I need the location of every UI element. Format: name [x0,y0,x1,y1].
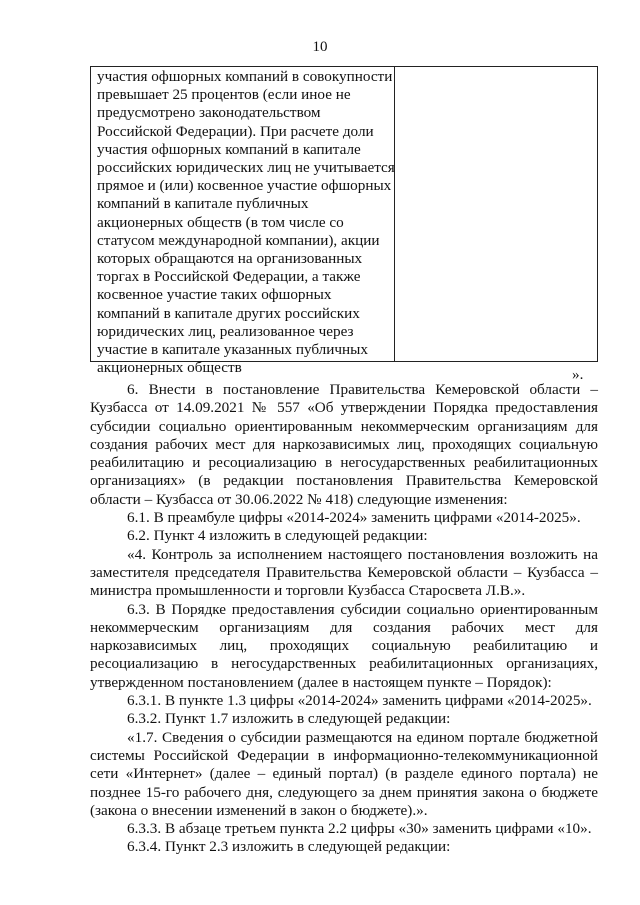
paragraph-line: системы Российской Федерации в информационно-телекоммуникационной [90,746,598,764]
table-cell-line: акционерных обществ [97,359,242,377]
paragraph-line: ресоциализацию в негосударственных реабилитационных организациях, [90,655,598,673]
table-cell-line: участия офшорных компаний в совокупности [97,68,393,85]
page-number: 10 [312,39,328,55]
paragraph [90,729,598,820]
document-body [90,381,598,857]
paragraph-line: 6.3.4. Пункт 2.3 изложить в следующей редакции: [127,838,451,856]
table-cell-line: прямое и (или) косвенное участие офшорных [97,177,392,195]
paragraph-line: сети «Интернет» (далее – единый портал) (в разделе единого портала) не [90,765,598,783]
paragraph-line: создания рабочих мест для наркозависимых лиц, проходящих социальную [90,435,598,453]
paragraph-line: 6.1. В преамбуле цифры «2014-2024» заменить цифрами «2014-2025». [127,509,581,527]
paragraph-line: 6.3.3. В абзаце третьем пункта 2.2 цифры «30» заменить цифрами «10». [127,820,592,838]
table-cell-left [91,67,395,377]
paragraph-line: «1.7. Сведения о субсидии размещаются на едином портале бюджетной [127,728,598,746]
paragraph [90,692,598,710]
paragraph [90,838,598,856]
table-cell-line: российских юридических лиц не учитывается [97,159,395,177]
table-cell-line: Российской Федерации). При расчете доли [97,122,374,140]
paragraph-line: 6.2. Пункт 4 изложить в следующей редакции: [127,527,428,545]
table-cell-line: акционерных обществ (в том числе со [97,213,344,231]
table-cell-line: компаний в капитале других российских [97,304,360,322]
paragraph-line: 6.3.2. Пункт 1.7 изложить в следующей редакции: [127,710,451,728]
paragraph-line: реабилитацию и ресоциализацию в негосударственных реабилитационных [90,454,598,472]
paragraph [90,710,598,728]
paragraph-line: 6.3.1. В пункте 1.3 цифры «2014-2024» заменить цифрами «2014-2025». [127,692,592,710]
table-cell-line: косвенное участие таких офшорных [97,286,332,304]
paragraph-line: «4. Контроль за исполнением настоящего постановления возложить на [127,545,598,563]
paragraph-line: заместителя председателя Правительства Кемеровской области – Кузбасса – [90,563,598,581]
paragraph-line: области – Кузбасса от 30.06.2022 № 418) следующие изменения: [90,490,508,508]
paragraph-line: 6. Внести в постановление Правительства Кемеровской области – [127,381,598,398]
paragraph-line: позднее 15-го рабочего дня, следующего за днем принятия закона о бюджете [90,783,598,801]
paragraph-line: утвержденном постановлением (далее в настоящем пункте – Порядок): [90,673,552,691]
table-cell-line: юридических лиц, реализованное через [97,322,354,340]
table-cell-line: участия офшорных компаний в капитале [97,140,361,158]
paragraph-line: некоммерческим организациям для создания рабочих мест для [90,618,598,636]
table-cell-line: которых обращаются на организованных [97,250,363,268]
table-cell-line: предусмотрено законодательством [97,104,321,122]
table-cell-line: участие в капитале указанных публичных [97,341,368,359]
paragraph-line: наркозависимых лиц, проходящих социальную реабилитацию и [90,637,598,655]
paragraph-line: субсидии социально ориентированным некоммерческим организациям для [90,417,598,435]
paragraph-line: Кузбасса от 14.09.2021 № 557 «Об утверждении Порядка предоставления [90,399,598,417]
paragraph [90,820,598,838]
paragraph-line: организациях» (в редакции постановления Правительства Кемеровской [90,472,598,490]
table-cell-line: торгах в Российской Федерации, а также [97,268,361,286]
closing-quote: ». [572,366,584,383]
paragraph [90,509,598,527]
paragraph-line: 6.3. В Порядке предоставления субсидии социально ориентированным [127,600,598,618]
paragraph [90,601,598,692]
table-cell-line: компаний в капитале публичных [97,195,309,213]
table-cell-line: превышает 25 процентов (если иное не [97,86,351,104]
paragraph-line: министра промышленности и торговли Кузбасса Старосвета Л.В.». [90,582,526,600]
paragraph [90,546,598,601]
paragraph-line: (закона о внесении изменений в закон о бюджете).». [90,801,428,819]
document-table [90,66,598,377]
paragraph [90,527,598,545]
paragraph [90,381,598,509]
table-cell-line: статусом международной компании), акции [97,231,380,249]
